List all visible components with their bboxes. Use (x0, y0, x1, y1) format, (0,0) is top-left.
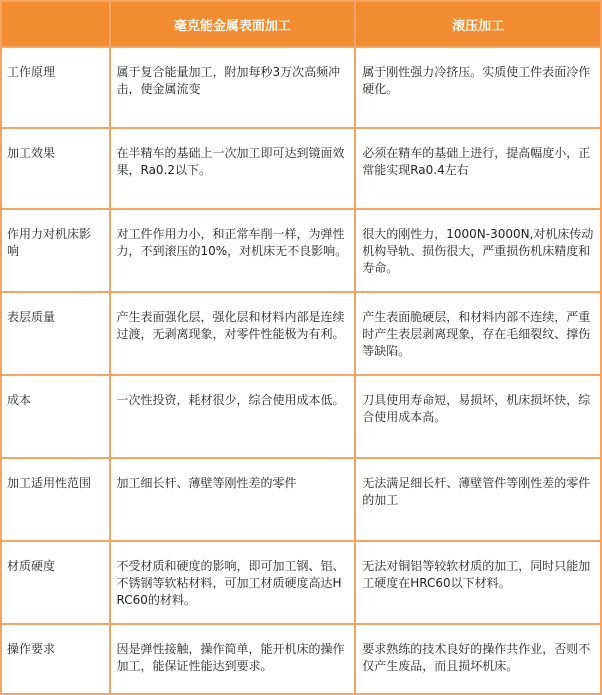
header-ultrasonic: 毫克能金属表面加工 (111, 2, 355, 46)
rolling-cell: 产生表面脆硬层，和材料内部不连续，严重时产生表层剥离现象，存在毛细裂纹、撑伤等缺陷。 (356, 293, 600, 374)
ultrasonic-cell: 不受材质和硬度的影响，即可加工钢、铝、不锈钢等软粘材料，可加工材质硬度高达HRC60的材料。 (111, 542, 355, 623)
row-label: 成本 (2, 376, 109, 457)
ultrasonic-cell: 加工细长杆、薄壁等刚性差的零件 (111, 459, 355, 540)
table-row (2, 625, 600, 693)
rolling-cell: 很大的刚性力，1000N-3000N,对机床传动机构导轨、损伤很大，严重损伤机床精度和寿命。 (356, 210, 600, 291)
row-label: 加工效果 (2, 129, 109, 208)
row-label: 操作要求 (2, 625, 109, 693)
rolling-cell: 属于刚性强力冷挤压。实质使工件表面冷作硬化。 (356, 48, 600, 127)
header-rolling: 滚压加工 (356, 2, 600, 46)
table-row (2, 376, 600, 457)
table-row (2, 129, 600, 208)
rolling-cell: 无法满足细长杆、薄壁管件等刚性差的零件的加工 (356, 459, 600, 540)
row-label: 工作原理 (2, 48, 109, 127)
ultrasonic-cell: 一次性投资，耗材很少，综合使用成本低。 (111, 376, 355, 457)
table-row (2, 210, 600, 291)
rolling-cell: 必须在精车的基础上进行，提高幅度小，正常能实现Ra0.4左右 (356, 129, 600, 208)
header-row (2, 2, 600, 46)
table-row (2, 48, 600, 127)
rolling-cell: 刀具使用寿命短，易损坏，机床损坏快，综合使用成本高。 (356, 376, 600, 457)
ultrasonic-cell: 属于复合能量加工，附加每秒3万次高频冲击，使金属流变 (111, 48, 355, 127)
rolling-cell: 要求熟练的技术良好的操作共作业，否则不仅产生废品，而且损坏机床。 (356, 625, 600, 693)
table-row (2, 459, 600, 540)
row-label: 表层质量 (2, 293, 109, 374)
rolling-cell: 无法对铜铝等较软材质的加工，同时只能加工硬度在HRC60以下材料。 (356, 542, 600, 623)
table-row (2, 293, 600, 374)
table-row (2, 542, 600, 623)
row-label: 作用力对机床影响 (2, 210, 109, 291)
ultrasonic-cell: 对工件作用力小，和正常车削一样，为弹性力，不到滚压的10%，对机床无不良影响。 (111, 210, 355, 291)
header-empty-cell (2, 2, 109, 46)
ultrasonic-cell: 因是弹性接触，操作简单，能开机床的操作加工，能保证性能达到要求。 (111, 625, 355, 693)
row-label: 材质硬度 (2, 542, 109, 623)
ultrasonic-cell: 在半精车的基础上一次加工即可达到镜面效果，Ra0.2以下。 (111, 129, 355, 208)
ultrasonic-cell: 产生表面强化层，强化层和材料内部是连续过渡，无剥离现象，对零件性能极为有利。 (111, 293, 355, 374)
row-label: 加工适用性范围 (2, 459, 109, 540)
